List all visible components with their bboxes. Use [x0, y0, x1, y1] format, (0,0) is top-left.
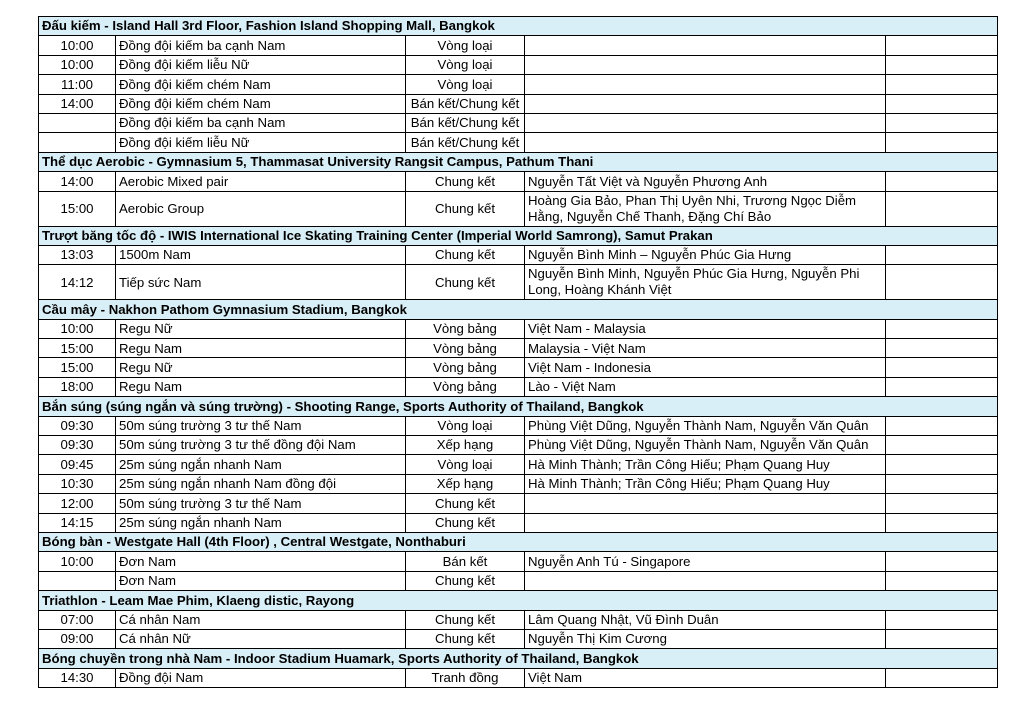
round-cell: Chung kết	[406, 571, 525, 590]
event-cell: Đồng đội kiếm ba cạnh Nam	[116, 113, 406, 132]
empty-cell	[886, 377, 998, 396]
time-cell	[39, 133, 116, 152]
athletes-cell: Việt Nam - Malaysia	[525, 319, 886, 338]
round-cell: Tranh đồng	[406, 668, 525, 687]
table-row	[39, 552, 998, 571]
empty-cell	[886, 416, 998, 435]
time-cell: 12:00	[39, 494, 116, 513]
athletes-cell: Nguyễn Bình Minh – Nguyễn Phúc Gia Hưng	[525, 245, 886, 264]
table-row	[39, 513, 998, 532]
round-cell: Vòng bảng	[406, 339, 525, 358]
round-cell: Bán kết/Chung kết	[406, 113, 525, 132]
athletes-cell	[525, 94, 886, 113]
time-cell: 15:00	[39, 339, 116, 358]
round-cell: Chung kết	[406, 494, 525, 513]
empty-cell	[886, 571, 998, 590]
event-cell: Đồng đội kiếm liễu Nữ	[116, 133, 406, 152]
table-row	[39, 436, 998, 455]
table-row	[39, 610, 998, 629]
empty-cell	[886, 513, 998, 532]
event-cell: Đồng đội kiếm liễu Nữ	[116, 55, 406, 74]
athletes-cell: Lào - Việt Nam	[525, 377, 886, 396]
schedule-sheet	[38, 16, 997, 688]
venue-header-row	[39, 532, 998, 551]
event-cell: Aerobic Group	[116, 191, 406, 226]
time-cell	[39, 113, 116, 132]
round-cell: Vòng bảng	[406, 358, 525, 377]
table-row	[39, 358, 998, 377]
event-cell: Regu Nữ	[116, 319, 406, 338]
table-row	[39, 668, 998, 687]
event-cell: 25m súng ngắn nhanh Nam	[116, 513, 406, 532]
athletes-cell: Phùng Việt Dũng, Nguyễn Thành Nam, Nguyễn Văn Quân	[525, 436, 886, 455]
event-cell: Đơn Nam	[116, 552, 406, 571]
empty-cell	[886, 455, 998, 474]
time-cell: 09:00	[39, 629, 116, 648]
table-row	[39, 494, 998, 513]
empty-cell	[886, 436, 998, 455]
empty-cell	[886, 265, 998, 300]
time-cell: 10:00	[39, 55, 116, 74]
round-cell: Vòng loại	[406, 55, 525, 74]
round-cell: Chung kết	[406, 265, 525, 300]
time-cell: 11:00	[39, 75, 116, 94]
athletes-cell: Hà Minh Thành; Trần Công Hiếu; Phạm Quang Huy	[525, 455, 886, 474]
athletes-cell: Nguyễn Tất Việt và Nguyễn Phương Anh	[525, 172, 886, 191]
event-cell: 50m súng trường 3 tư thế Nam	[116, 416, 406, 435]
empty-cell	[886, 358, 998, 377]
round-cell: Vòng bảng	[406, 377, 525, 396]
table-row	[39, 55, 998, 74]
athletes-cell: Nguyễn Bình Minh, Nguyễn Phúc Gia Hưng, Nguyễn Phi Long, Hoàng Khánh Việt	[525, 265, 886, 300]
empty-cell	[886, 191, 998, 226]
event-cell: 25m súng ngắn nhanh Nam	[116, 455, 406, 474]
empty-cell	[886, 629, 998, 648]
athletes-cell: Nguyễn Anh Tú - Singapore	[525, 552, 886, 571]
athletes-cell	[525, 75, 886, 94]
time-cell: 13:03	[39, 245, 116, 264]
time-cell: 09:30	[39, 436, 116, 455]
time-cell: 07:00	[39, 610, 116, 629]
event-cell: Aerobic Mixed pair	[116, 172, 406, 191]
event-cell: Regu Nam	[116, 339, 406, 358]
table-row	[39, 191, 998, 226]
venue-title: Bóng bàn - Westgate Hall (4th Floor) , Central Westgate, Nonthaburi	[39, 532, 998, 551]
round-cell: Chung kết	[406, 172, 525, 191]
table-row	[39, 339, 998, 358]
round-cell: Chung kết	[406, 513, 525, 532]
round-cell: Chung kết	[406, 191, 525, 226]
empty-cell	[886, 474, 998, 493]
empty-cell	[886, 113, 998, 132]
empty-cell	[886, 552, 998, 571]
table-row	[39, 75, 998, 94]
venue-title: Đấu kiếm - Island Hall 3rd Floor, Fashion Island Shopping Mall, Bangkok	[39, 17, 998, 36]
empty-cell	[886, 610, 998, 629]
table-row	[39, 455, 998, 474]
time-cell: 10:00	[39, 319, 116, 338]
table-row	[39, 245, 998, 264]
venue-title: Bóng chuyền trong nhà Nam - Indoor Stadium Huamark, Sports Authority of Thailand, Bangkok	[39, 649, 998, 668]
event-cell: Đồng đội kiếm ba cạnh Nam	[116, 36, 406, 55]
venue-title: Triathlon - Leam Mae Phim, Klaeng distic, Rayong	[39, 591, 998, 610]
time-cell: 14:00	[39, 94, 116, 113]
time-cell: 10:00	[39, 552, 116, 571]
time-cell: 10:30	[39, 474, 116, 493]
empty-cell	[886, 133, 998, 152]
venue-title: Thể dục Aerobic - Gymnasium 5, Thammasat University Rangsit Campus, Pathum Thani	[39, 152, 998, 171]
time-cell: 15:00	[39, 191, 116, 226]
table-row	[39, 133, 998, 152]
athletes-cell: Việt Nam	[525, 668, 886, 687]
event-cell: Regu Nữ	[116, 358, 406, 377]
venue-title: Bắn súng (súng ngắn và súng trường) - Shooting Range, Sports Authority of Thailand, Bangkok	[39, 397, 998, 416]
time-cell: 14:15	[39, 513, 116, 532]
event-cell: 1500m Nam	[116, 245, 406, 264]
time-cell: 09:30	[39, 416, 116, 435]
venue-title: Trượt băng tốc độ - IWIS International Ice Skating Training Center (Imperial World Samrong), Samut Prakan	[39, 226, 998, 245]
athletes-cell	[525, 133, 886, 152]
event-cell: Đồng đội kiếm chém Nam	[116, 75, 406, 94]
athletes-cell: Phùng Việt Dũng, Nguyễn Thành Nam, Nguyễn Văn Quân	[525, 416, 886, 435]
event-cell: 50m súng trường 3 tư thế đồng đội Nam	[116, 436, 406, 455]
event-cell: Cá nhân Nữ	[116, 629, 406, 648]
venue-header-row	[39, 397, 998, 416]
event-cell: Regu Nam	[116, 377, 406, 396]
athletes-cell	[525, 113, 886, 132]
athletes-cell: Malaysia - Việt Nam	[525, 339, 886, 358]
athletes-cell	[525, 494, 886, 513]
venue-header-row	[39, 152, 998, 171]
event-cell: Đồng đội kiếm chém Nam	[116, 94, 406, 113]
round-cell: Chung kết	[406, 610, 525, 629]
athletes-cell	[525, 36, 886, 55]
empty-cell	[886, 494, 998, 513]
table-row	[39, 319, 998, 338]
table-row	[39, 36, 998, 55]
table-row	[39, 265, 998, 300]
round-cell: Vòng loại	[406, 36, 525, 55]
round-cell: Bán kết/Chung kết	[406, 133, 525, 152]
time-cell: 09:45	[39, 455, 116, 474]
round-cell: Chung kết	[406, 629, 525, 648]
athletes-cell	[525, 55, 886, 74]
time-cell: 10:00	[39, 36, 116, 55]
empty-cell	[886, 55, 998, 74]
time-cell: 14:30	[39, 668, 116, 687]
time-cell: 14:00	[39, 172, 116, 191]
round-cell: Vòng loại	[406, 416, 525, 435]
athletes-cell: Hoàng Gia Bảo, Phan Thị Uyên Nhi, Trương Ngọc Diễm Hằng, Nguyễn Chế Thanh, Đặng Chí Bảo	[525, 191, 886, 226]
athletes-cell: Nguyễn Thị Kim Cương	[525, 629, 886, 648]
event-cell: 50m súng trường 3 tư thế Nam	[116, 494, 406, 513]
empty-cell	[886, 36, 998, 55]
table-row	[39, 172, 998, 191]
empty-cell	[886, 245, 998, 264]
round-cell: Bán kết	[406, 552, 525, 571]
event-cell: Cá nhân Nam	[116, 610, 406, 629]
schedule-body	[39, 17, 998, 688]
empty-cell	[886, 668, 998, 687]
round-cell: Vòng loại	[406, 75, 525, 94]
empty-cell	[886, 172, 998, 191]
round-cell: Xếp hạng	[406, 474, 525, 493]
table-row	[39, 113, 998, 132]
time-cell	[39, 571, 116, 590]
empty-cell	[886, 339, 998, 358]
round-cell: Xếp hạng	[406, 436, 525, 455]
table-row	[39, 377, 998, 396]
table-row	[39, 474, 998, 493]
event-cell: Đơn Nam	[116, 571, 406, 590]
event-cell: Tiếp sức Nam	[116, 265, 406, 300]
athletes-cell	[525, 513, 886, 532]
time-cell: 18:00	[39, 377, 116, 396]
table-row	[39, 629, 998, 648]
table-row	[39, 94, 998, 113]
table-row	[39, 416, 998, 435]
venue-header-row	[39, 649, 998, 668]
round-cell: Bán kết/Chung kết	[406, 94, 525, 113]
athletes-cell: Hà Minh Thành; Trần Công Hiếu; Phạm Quang Huy	[525, 474, 886, 493]
time-cell: 15:00	[39, 358, 116, 377]
time-cell: 14:12	[39, 265, 116, 300]
schedule-table	[38, 16, 998, 688]
empty-cell	[886, 94, 998, 113]
athletes-cell: Lâm Quang Nhật, Vũ Đình Duân	[525, 610, 886, 629]
empty-cell	[886, 319, 998, 338]
venue-header-row	[39, 300, 998, 319]
table-row	[39, 571, 998, 590]
round-cell: Vòng bảng	[406, 319, 525, 338]
athletes-cell: Việt Nam - Indonesia	[525, 358, 886, 377]
round-cell: Vòng loại	[406, 455, 525, 474]
venue-header-row	[39, 226, 998, 245]
empty-cell	[886, 75, 998, 94]
round-cell: Chung kết	[406, 245, 525, 264]
event-cell: 25m súng ngắn nhanh Nam đồng đội	[116, 474, 406, 493]
venue-title: Cầu mây - Nakhon Pathom Gymnasium Stadium, Bangkok	[39, 300, 998, 319]
event-cell: Đồng đội Nam	[116, 668, 406, 687]
venue-header-row	[39, 17, 998, 36]
athletes-cell	[525, 571, 886, 590]
venue-header-row	[39, 591, 998, 610]
